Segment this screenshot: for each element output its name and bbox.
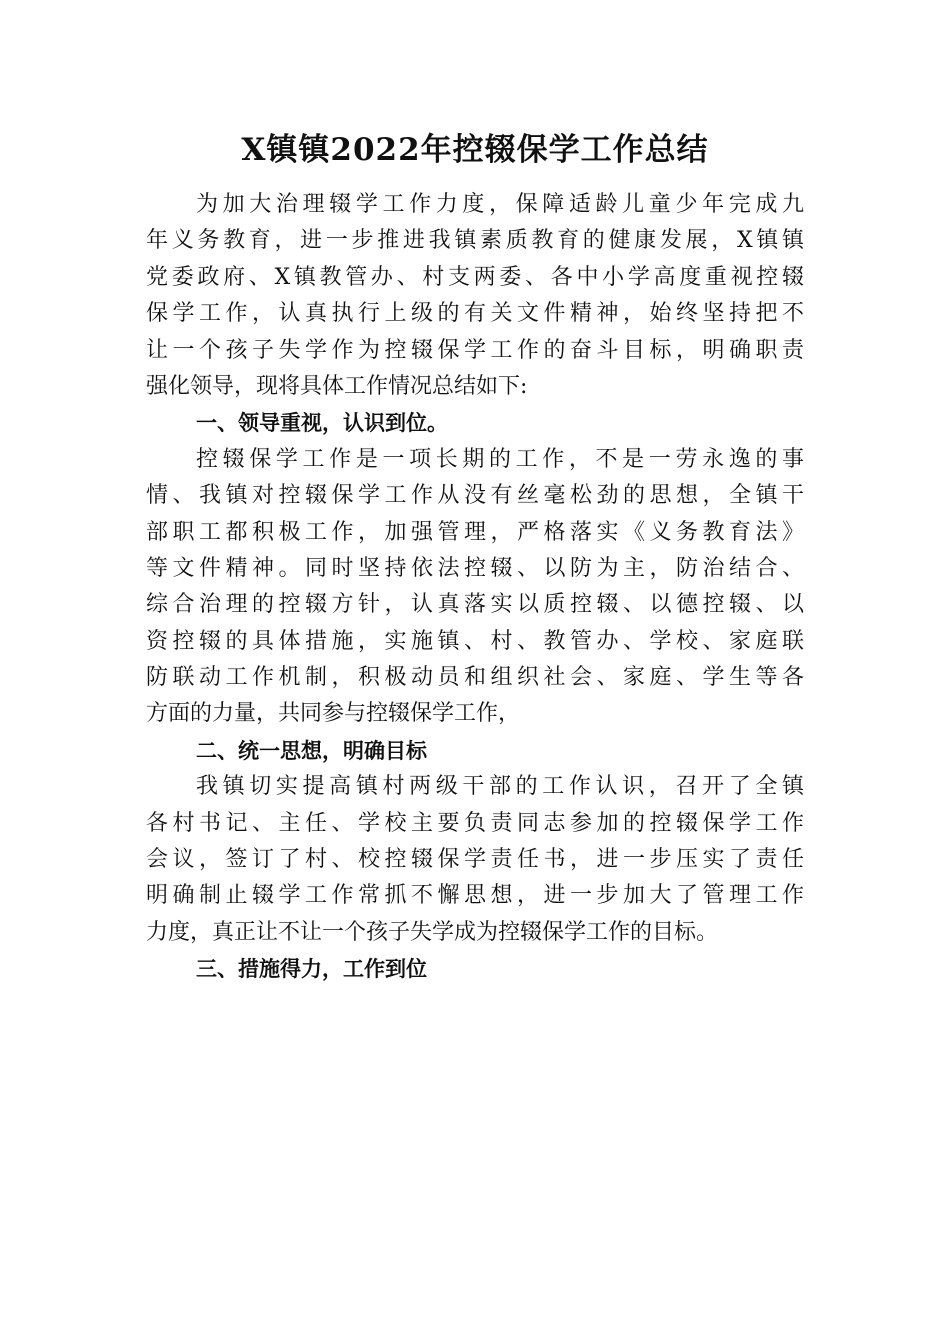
paragraph-line: 防联动工作机制，积极动员和组织社会、家庭、学生等各 [146,665,804,691]
document-title: X镇镇2022年控辍保学工作总结 [241,132,709,168]
paragraph-line: 力度，真正让不让一个孩子失学成为控辍保学工作的目标。 [146,919,719,945]
paragraph-line: 控辍保学工作是一项长期的工作，不是一劳永逸的事 [196,446,804,472]
paragraph-line: 方面的力量，共同参与控辍保学工作， [146,701,521,727]
section-heading: 一、领导重视，认识到位。 [196,411,448,436]
paragraph-line: 资控辍的具体措施，实施镇、村、教管办、学校、家庭联 [146,628,804,654]
paragraph-line: 明确制止辍学工作常抓不懈思想，进一步加大了管理工作 [146,883,804,909]
paragraph-line: 为加大治理辍学工作力度，保障适龄儿童少年完成九 [196,192,804,217]
paragraph-line: 综合治理的控辍方针，认真落实以质控辍、以德控辍、以 [146,592,804,618]
paragraph-line: 等文件精神。同时坚持依法控辍、以防为主，防治结合、 [146,555,804,581]
document-body [146,187,804,988]
section-heading: 三、措施得力，工作到位 [196,957,427,982]
paragraph-line: 我镇切实提高镇村两级干部的工作认识，召开了全镇 [196,774,804,800]
paragraph-line: 各村书记、主任、学校主要负责同志参加的控辍保学工作 [146,810,804,836]
paragraph-line: 年义务教育，进一步推进我镇素质教育的健康发展，X镇镇 [146,228,804,254]
paragraph-line: 会议，签订了村、校控辍保学责任书，进一步压实了责任 [146,847,804,873]
paragraph-line: 党委政府、X镇教管办、村支两委、各中小学高度重视控辍 [146,264,804,290]
paragraph-line: 强化领导，现将具体工作情况总结如下: [146,373,528,399]
paragraph-line: 保学工作，认真执行上级的有关文件精神，始终坚持把不 [146,301,804,327]
section-heading: 二、统一思想，明确目标 [196,738,427,763]
paragraph-line: 情、我镇对控辍保学工作从没有丝毫松劲的思想，全镇干 [146,483,804,509]
paragraph-line: 部职工都积极工作，加强管理，严格落实《义务教育法》 [146,519,804,545]
paragraph-line: 让一个孩子失学作为控辍保学工作的奋斗目标，明确职责 [146,337,804,363]
